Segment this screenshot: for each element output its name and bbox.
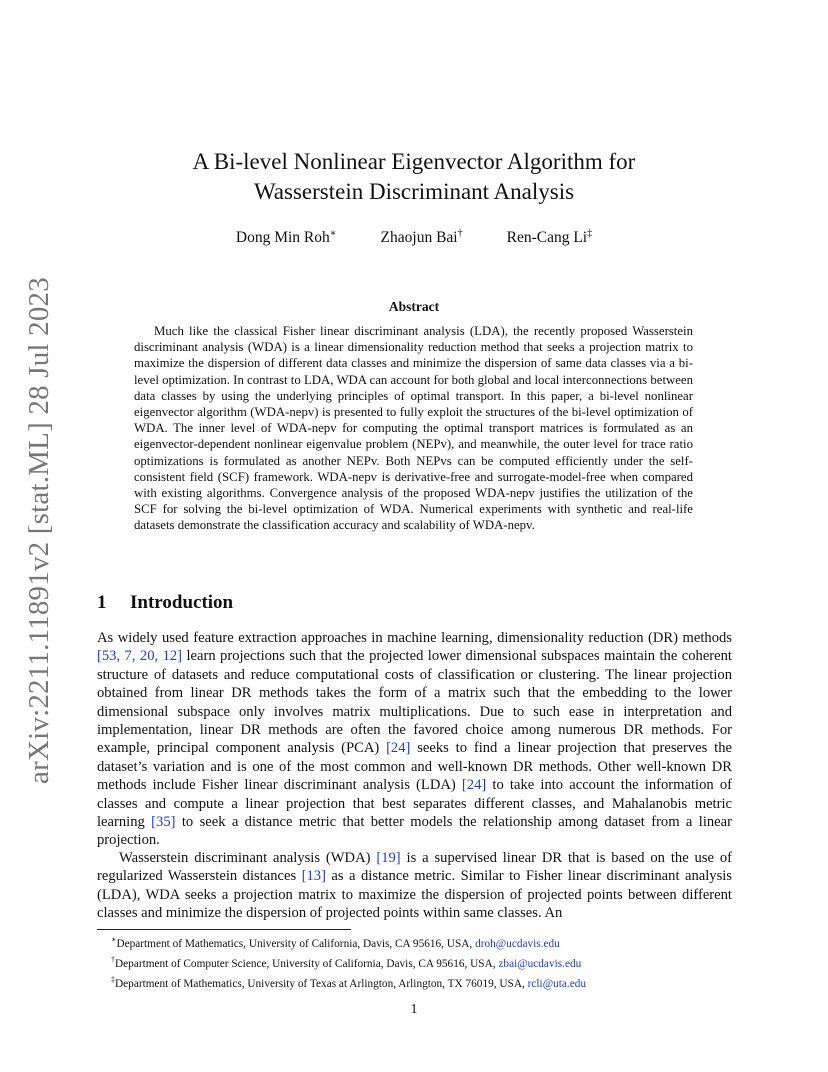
author-1-name: Dong Min Roh — [235, 229, 330, 247]
citation-link[interactable]: [24] — [386, 740, 411, 757]
page-number: 1 — [410, 1002, 418, 1017]
abstract-heading: Abstract — [388, 299, 440, 314]
footnote-1-text: Department of Mathematics, University of California, Davis, CA 95616, USA, — [116, 937, 476, 950]
section-heading — [97, 592, 233, 614]
paragraph-text: Wasserstein discriminant analysis (WDA) — [119, 850, 377, 866]
paragraph-text: seeks to find a linear projection that preserves the dataset’s variation and is one of the most common and well-known DR methods. Other well-known DR methods include Fisher linear discriminant analysis (LDA) — [97, 740, 732, 794]
author-2-footnote-mark[interactable]: † — [457, 228, 463, 239]
citation-link[interactable]: [24] — [461, 777, 487, 794]
section-number: 1 — [97, 592, 107, 613]
paper-title-line-1: A Bi-level Nonlinear Eigenvector Algorithm for — [192, 149, 636, 174]
citation-link[interactable]: [35] — [151, 814, 176, 831]
paragraph-text: to take into account the information of classes and compute a linear projection that best separates different classes, and Mahalanobis metric learning — [97, 777, 732, 831]
introduction-paragraph-1 — [97, 629, 732, 850]
author-list — [0, 228, 828, 247]
footnote-2-text: Department of Computer Science, University of California, Davis, CA 95616, USA, — [115, 957, 499, 970]
citation-link[interactable]: [19] — [376, 850, 401, 866]
footnote-3-email-link[interactable]: rcli@uta.edu — [527, 977, 587, 990]
author-2-name: Zhaojun Bai — [380, 229, 458, 247]
paper-title-line-2: Wasserstein Discriminant Analysis — [253, 179, 575, 204]
paragraph-text: As widely used feature extraction approaches in machine learning, dimensionality reduction (DR) methods — [97, 630, 732, 646]
citation-link[interactable]: [13] — [301, 868, 326, 885]
footnotes — [111, 932, 731, 992]
paragraph-text: as a distance metric. Similar to Fisher linear discriminant analysis (LDA), WDA seeks a projection matrix to maximize the dispersion of projected points between different classes and minimize the dispersion of projected points within same classes. An — [97, 868, 732, 922]
footnote-divider — [97, 929, 351, 930]
abstract-body: Much like the classical Fisher linear discriminant analysis (LDA), the recently proposed Wasserstein discriminant analysis (WDA) is a linear dimensionality reduction method that seeks a projection matrix to maximize the dispersion of different data classes and minimize the dispersion of same data classes via a bi-level optimization. In contrast to LDA, WDA can account for both global and local interconnections between data classes by using the underlying principles of optimal transport. In this paper, a bi-level nonlinear eigenvector algorithm (WDA-nepv) is presented to fully exploit the structures of the bi-level optimization of WDA. The inner level of WDA-nepv for computing the optimal transport matrices is formulated as an eigenvector-dependent nonlinear eigenvalue problem (NEPv), and meanwhile, the outer level for trace ratio optimizations is formulated as another NEPv. Both NEPvs can be computed efficiently under the self-consistent field (SCF) framework. WDA-nepv is derivative-free and surrogate-model-free when compared with existing algorithms. Convergence analysis of the proposed WDA-nepv justifies the utilization of the SCF for solving the bi-level optimization of WDA. Numerical experiments with synthetic and real-life datasets demonstrate the classification accuracy and scalability of WDA-nepv. — [134, 324, 693, 533]
citation-link[interactable]: [53, 7, 20, 12] — [97, 648, 183, 665]
paragraph-text: is a supervised linear DR that is based on the use of regularized Wasserstein distances — [97, 850, 733, 885]
footnote-3-text: Department of Mathematics, University of Texas at Arlington, Arlington, TX 76019, USA, — [115, 977, 528, 990]
author-1-footnote-mark[interactable]: ∗ — [329, 228, 337, 239]
author-3 — [507, 228, 593, 247]
footnote-1 — [111, 932, 731, 952]
arxiv-identifier-stamp — [14, 276, 64, 784]
arxiv-identifier-text: arXiv:2211.11891v2 [stat.ML] 28 Jul 2023 — [22, 276, 55, 784]
paragraph-text: learn projections such that the projected lower dimensional subspaces maintain the coherent structure of datasets and reduce computational costs of classification or clustering. The linear projection obtained from linear DR methods takes the form of a matrix such that the embedding to the lower dimensional subspace only involves matrix multiplications. Due to such ease in interpretation and implementation, linear DR methods are often the favored choice among numerous DR methods. For example, principal component analysis (PCA) — [97, 648, 732, 757]
author-1 — [236, 228, 337, 247]
introduction-paragraph-2 — [97, 849, 732, 923]
author-2 — [381, 228, 463, 247]
footnote-3 — [111, 972, 731, 992]
paper-title — [0, 147, 828, 207]
footnote-3-mark: ‡ — [111, 974, 115, 984]
footnote-1-mark: ∗ — [111, 935, 117, 944]
footnote-1-email-link[interactable]: droh@ucdavis.edu — [475, 937, 560, 950]
footnote-2 — [111, 952, 731, 972]
section-title: Introduction — [130, 592, 234, 613]
footnote-2-mark: † — [111, 954, 115, 964]
footnote-2-email-link[interactable]: zbai@ucdavis.edu — [498, 957, 582, 970]
paragraph-text: to seek a distance metric that better models the relationship among dataset from a linear projection. — [97, 814, 732, 849]
author-3-footnote-mark[interactable]: ‡ — [587, 228, 593, 239]
author-3-name: Ren-Cang Li — [506, 229, 588, 247]
